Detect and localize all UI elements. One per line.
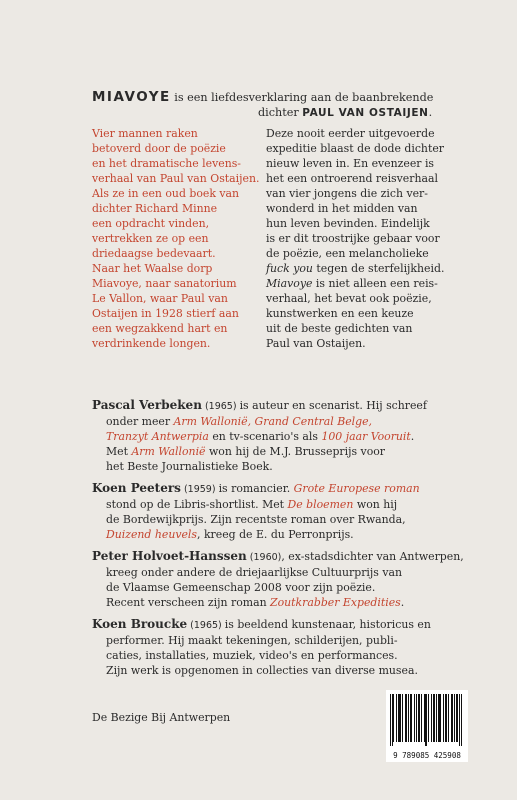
barcode-bar — [402, 694, 403, 742]
barcode-bar — [452, 694, 453, 742]
bio-text: caties, installaties, muziek, video's en performances. — [106, 649, 398, 662]
book-title-ref: Arm Wallonië — [131, 445, 206, 458]
bio-text: de Bordewijkprijs. Zijn recentste roman over Rwanda, — [106, 513, 406, 526]
bio-text: het Beste Journalistieke Boek. — [106, 460, 273, 473]
right-line: expeditie blaast de dode dichter — [266, 142, 444, 155]
barcode-bar — [405, 694, 406, 742]
bio-text: de Vlaamse Gemeenschap 2008 voor zijn poëzie. — [106, 581, 376, 594]
barcode-bar — [436, 694, 437, 742]
right-line: Deze nooit eerder uitgevoerde — [266, 127, 435, 140]
left-line: verhaal van Paul van Ostaijen. — [92, 172, 260, 185]
left-line: Als ze in een oud boek van — [92, 187, 240, 200]
author-bios — [92, 398, 492, 685]
barcode-bar — [456, 694, 457, 742]
bio-peter-holvoet-hanssen — [92, 549, 492, 610]
barcode-bar — [459, 694, 460, 746]
right-line: nieuw leven in. En evenzeer is — [266, 157, 435, 170]
barcode-bar — [400, 694, 401, 742]
intro-heading — [92, 90, 462, 121]
author-name: Peter Holvoet-Hanssen — [92, 549, 247, 563]
bio-text: , kreeg de E. du Perronprijs. — [197, 528, 354, 541]
left-line: Miavoye, naar sanatorium — [92, 277, 237, 290]
left-line: en het dramatische levens- — [92, 157, 241, 170]
barcode-bar — [428, 694, 429, 742]
author-name: Koen Peeters — [92, 481, 181, 495]
right-line-text: tegen de sterfelijkheid. — [316, 262, 445, 275]
author-year: (1960) — [246, 552, 282, 563]
book-title-ref: Zoutkrabber Expedities — [270, 596, 401, 609]
left-line: dichter Richard Minne — [92, 202, 218, 215]
bio-koen-broucke — [92, 617, 492, 678]
barcode-bar — [424, 694, 425, 742]
blurb-right-column — [266, 126, 471, 351]
left-line: betoverd door de poëzie — [92, 142, 226, 155]
italic-phrase: fuck you — [266, 262, 313, 275]
right-line: hun leven bevinden. Eindelijk — [266, 217, 430, 230]
bio-text: , ex-stadsdichter van Antwerpen, — [281, 550, 464, 563]
barcode-bar — [399, 694, 400, 742]
barcode-bar — [398, 694, 399, 742]
bio-text: en tv-scenario's als — [208, 430, 322, 443]
bio-text: is beeldend kunstenaar, historicus en — [224, 618, 431, 631]
barcode-bar — [421, 694, 422, 742]
right-line: verhaal, het bevat ook poëzie, — [266, 292, 432, 305]
right-line: van vier jongens die zich ver- — [266, 187, 428, 200]
blurb-left-column — [92, 126, 260, 351]
barcode-bar — [416, 694, 417, 742]
intro-line-1: is een liefdesverklaring aan de baanbrekende — [170, 91, 434, 104]
barcode-bar — [410, 694, 411, 742]
barcode-bar — [457, 694, 458, 742]
barcode-bar — [445, 694, 446, 742]
poet-name: PAUL VAN OSTAIJEN — [302, 107, 429, 119]
bio-text: Met — [106, 445, 132, 458]
intro-line-2-suffix: . — [428, 106, 433, 119]
intro-line-2-prefix: dichter — [258, 106, 303, 119]
barcode-bar — [443, 694, 444, 742]
left-line: Ostaijen in 1928 stierf aan — [92, 307, 239, 320]
publisher-name: De Bezige Bij Antwerpen — [92, 711, 231, 724]
barcode-bar — [426, 694, 427, 746]
left-line: verdrinkende longen. — [92, 337, 211, 350]
book-title-ref: Tranzyt Antwerpia — [106, 430, 209, 443]
barcode-bar — [439, 694, 440, 742]
left-line: Vier mannen raken — [92, 127, 198, 140]
barcode-bar — [451, 694, 452, 742]
bio-text: is romancier. — [218, 482, 294, 495]
right-line — [266, 276, 471, 291]
author-year: (1965) — [201, 401, 240, 412]
author-year: (1959) — [180, 484, 219, 495]
barcode-bars — [390, 694, 464, 746]
right-line: wonderd in het midden van — [266, 202, 418, 215]
author-year: (1965) — [187, 620, 225, 631]
bio-text: . — [410, 430, 415, 443]
left-line: driedaagse bedevaart. — [92, 247, 216, 260]
barcode-digits: 9 789085 425908 — [393, 751, 461, 760]
right-line: de poëzie, een melancholieke — [266, 247, 429, 260]
barcode-bar — [411, 694, 412, 742]
bio-text: Zijn werk is opgenomen in collecties van diverse musea. — [106, 664, 418, 677]
book-title-ref: Grote Europese roman — [293, 482, 420, 495]
barcode-bar — [434, 694, 435, 742]
italic-title: Miavoye — [266, 277, 313, 290]
author-name: Pascal Verbeken — [92, 398, 202, 412]
barcode-bar — [446, 694, 447, 742]
barcode-bar — [418, 694, 419, 742]
barcode-bar — [408, 694, 409, 742]
barcode-bar — [448, 694, 449, 742]
barcode-bar — [392, 694, 393, 746]
left-line: vertrekken ze op een — [92, 232, 209, 245]
barcode-bar — [431, 694, 432, 742]
barcode-bar — [393, 694, 394, 742]
bio-text: onder meer — [106, 415, 174, 428]
bio-text: . — [400, 596, 405, 609]
bio-text: stond op de Libris-shortlist. Met — [106, 498, 288, 511]
bio-text: performer. Hij maakt tekeningen, schilderijen, publi- — [106, 634, 398, 647]
book-title-ref: Duizend heuvels — [106, 528, 198, 541]
barcode-bar — [406, 694, 407, 742]
barcode-bar — [461, 694, 462, 746]
barcode-bar — [454, 694, 455, 742]
bio-text: kreeg onder andere de driejaarlijkse Cultuurprijs van — [106, 566, 402, 579]
barcode-bar — [419, 694, 420, 742]
left-line: Naar het Waalse dorp — [92, 262, 213, 275]
right-line: uit de beste gedichten van — [266, 322, 413, 335]
right-line: kunstwerken en een keuze — [266, 307, 414, 320]
left-line: een opdracht vinden, — [92, 217, 210, 230]
left-line: Le Vallon, waar Paul van — [92, 292, 228, 305]
bio-text: won hij — [353, 498, 398, 511]
right-line: is er dit troostrijke gebaar voor — [266, 232, 440, 245]
barcode-bar — [396, 694, 397, 742]
bio-text: is auteur en scenarist. Hij schreef — [239, 399, 427, 412]
bio-koen-peeters — [92, 481, 492, 542]
bio-text: Recent verscheen zijn roman — [106, 596, 271, 609]
bio-pascal-verbeken — [92, 398, 492, 474]
barcode-bar — [425, 694, 426, 746]
right-line-text: is niet alleen een reis- — [315, 277, 438, 290]
bio-text: won hij de M.J. Brusseprijs voor — [205, 445, 386, 458]
right-line: het een ontroerend reisverhaal — [266, 172, 438, 185]
right-line: Paul van Ostaijen. — [266, 337, 366, 350]
book-title: MIAVOYE — [92, 89, 171, 105]
barcode-bar — [390, 694, 391, 746]
book-title-ref: Arm Wallonië, Grand Central Belge, — [173, 415, 373, 428]
barcode-bar — [440, 694, 441, 742]
author-name: Koen Broucke — [92, 617, 188, 631]
left-line: een wegzakkend hart en — [92, 322, 228, 335]
barcode-bar — [438, 694, 439, 742]
right-line — [266, 261, 471, 276]
book-title-ref: De bloemen — [287, 498, 354, 511]
book-title-ref: 100 jaar Vooruit — [321, 430, 411, 443]
barcode-bar — [433, 694, 434, 742]
isbn-barcode — [386, 690, 468, 762]
barcode-bar — [414, 694, 415, 742]
